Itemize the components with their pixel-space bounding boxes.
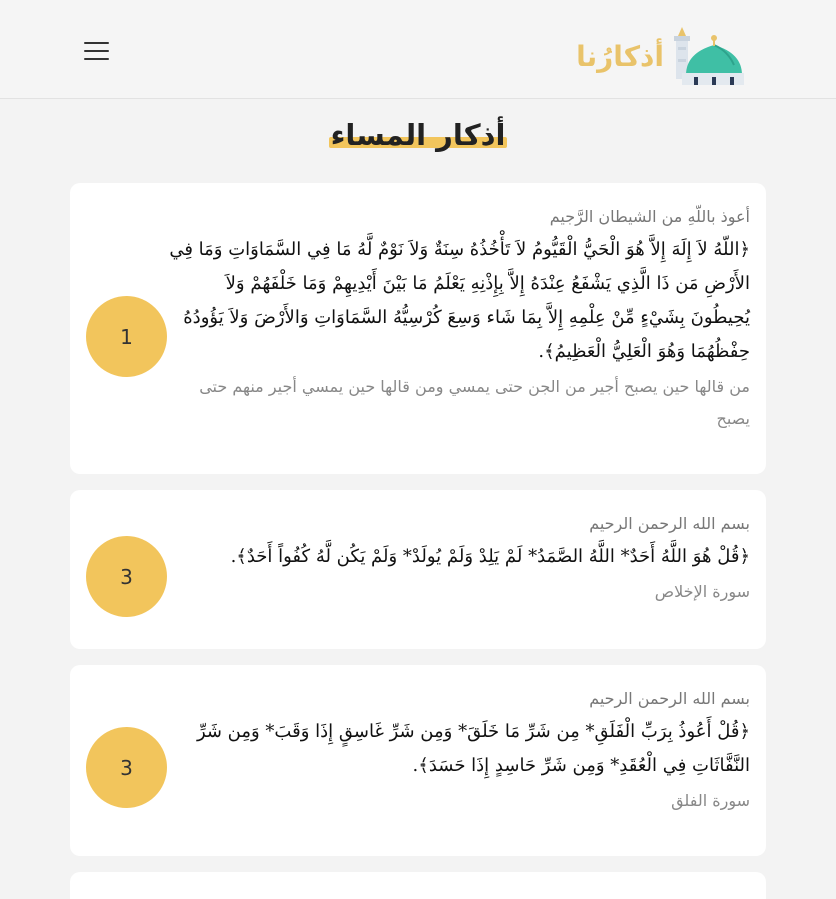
dhikr-note: سورة الإخلاص <box>654 582 750 601</box>
page-title <box>329 118 508 152</box>
dhikr-content <box>166 203 750 435</box>
dhikr-content <box>166 685 750 817</box>
app-header <box>0 0 836 99</box>
dhikr-intro: أعوذ باللّهِ من الشيطان الرَّجيم <box>549 207 750 226</box>
dhikr-intro: بسم الله الرحمن الرحيم <box>589 514 750 533</box>
repeat-counter-button[interactable]: 3 <box>86 536 167 617</box>
dhikr-card-4 <box>70 872 766 899</box>
dhikr-note: سورة الفلق <box>671 791 750 810</box>
dhikr-intro: بسم الله الرحمن الرحيم <box>589 689 750 708</box>
dhikr-text: ﴿قُلْ هُوَ اللَّهُ أَحَدٌ* اللَّهُ الصَّمَدُ* لَمْ يَلِدْ وَلَمْ يُولَدْ* وَلَمْ يَكُن لَّهُ كُفُواً أَحَدٌ﴾. <box>230 546 750 567</box>
dhikr-card-2 <box>70 490 766 649</box>
brand-name: أذكارُنا <box>576 39 664 73</box>
dhikr-card-1 <box>70 183 766 474</box>
dhikr-card-3 <box>70 665 766 856</box>
hamburger-menu-icon[interactable] <box>84 40 110 62</box>
page-title-section <box>0 118 836 152</box>
dhikr-note: من قالها حين يصبح أجير من الجن حتى يمسي ومن قالها حين يمسي أجير منهم حتى يصبح <box>199 377 750 428</box>
mosque-icon <box>672 25 744 87</box>
page-title-text: أذكار المساء <box>330 118 506 152</box>
dhikr-content <box>166 510 750 608</box>
dhikr-text: ﴿قُلْ أَعُوذُ بِرَبِّ الْفَلَقِ* مِن شَرِّ مَا خَلَقَ* وَمِن شَرِّ غَاسِقٍ إِذَا وَقَبَ* وَمِن شَرِّ النَّفَّاثَاتِ فِي الْعُقَدِ* وَمِن شَرِّ حَاسِدٍ إِذَا حَسَدَ﴾. <box>196 721 750 776</box>
dhikr-text: ﴿اللّهُ لاَ إِلَهَ إِلاَّ هُوَ الْحَيُّ الْقَيُّومُ لاَ تَأْخُذُهُ سِنَةٌ وَلاَ نَوْمٌ لَّهُ مَا فِي السَّمَاوَاتِ وَمَا فِي الأَرْضِ مَن ذَا الَّذِي يَشْفَعُ عِنْدَهُ إِلاَّ بِإِذْنِهِ يَعْلَمُ مَا بَيْنَ أَيْدِيهِمْ وَمَا خَلْفَهُمْ وَلاَ يُحِيطُونَ بِشَيْءٍ مِّنْ عِلْمِهِ إِلاَّ بِمَا شَاء وَسِعَ كُرْسِيُّهُ السَّمَاوَاتِ وَالأَرْضَ وَلاَ يَؤُودُهُ حِفْظُهُمَا وَهُوَ الْعَلِيُّ الْعَظِيمُ﴾. <box>169 239 750 362</box>
repeat-counter-button[interactable]: 3 <box>86 727 167 808</box>
repeat-counter-button[interactable]: 1 <box>86 296 167 377</box>
brand-logo[interactable] <box>576 24 744 88</box>
